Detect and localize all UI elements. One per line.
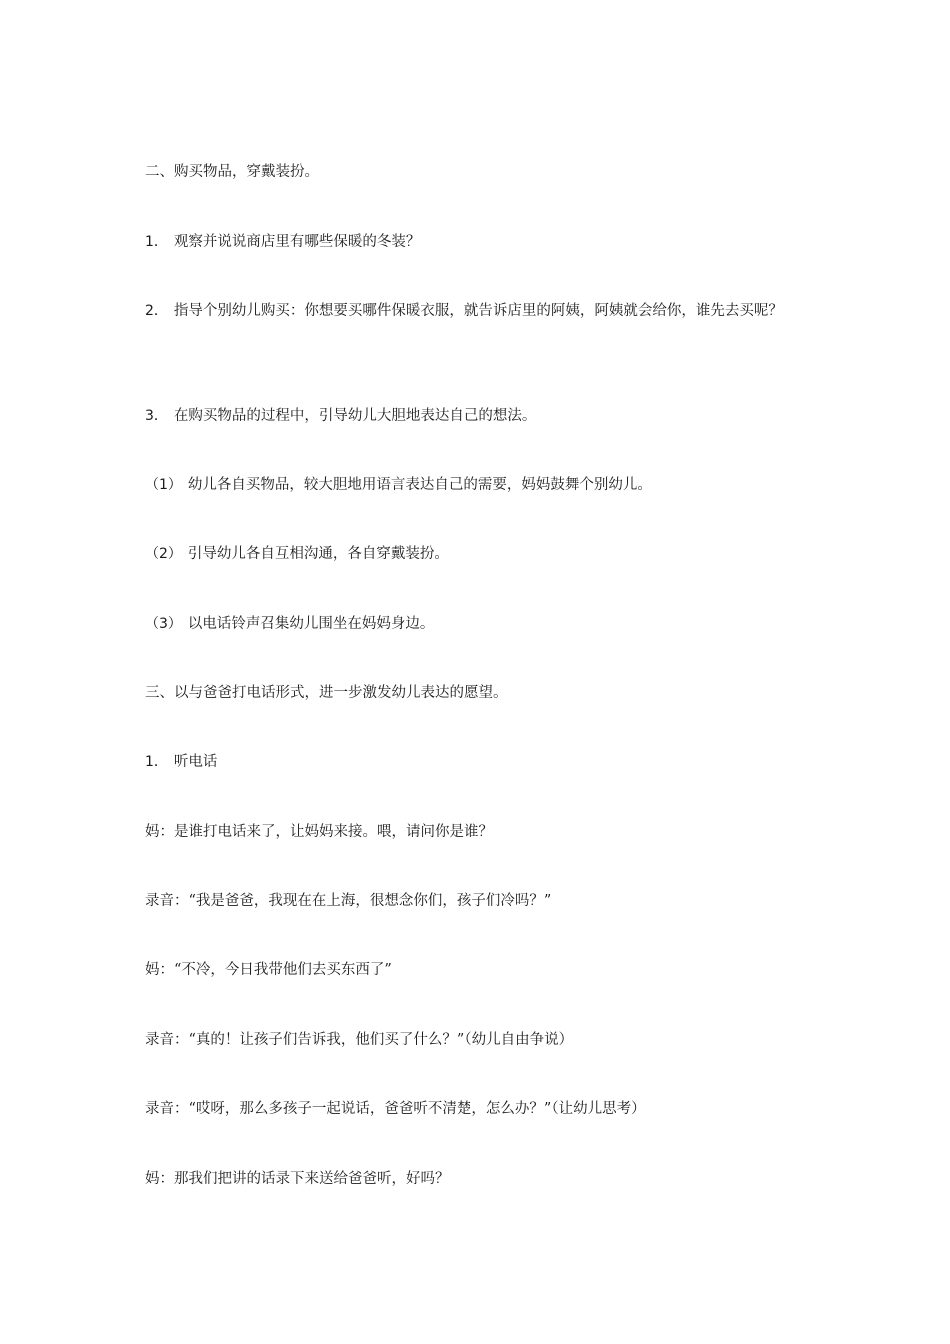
paragraph-text: 听电话 (173, 754, 218, 770)
dialog-line-6 (145, 1162, 810, 1196)
paragraph-text: 妈：那我们把讲的话录下来送给爸爸听，好吗？ (145, 1171, 450, 1187)
list-number: （2） (145, 546, 182, 562)
list-item-1b (145, 745, 810, 779)
list-number: 1． (145, 234, 168, 250)
list-number: （1） (145, 477, 182, 493)
paragraph-text: 三、以与爸爸打电话形式，进一步激发幼儿表达的愿望。 (145, 685, 508, 701)
dialog-line-2 (145, 884, 810, 918)
list-number: 1． (145, 754, 168, 770)
paragraph-text: 以电话铃声召集幼儿围坐在妈妈身边。 (187, 616, 435, 632)
list-number: 2． (145, 303, 168, 319)
section-3-heading (145, 676, 810, 710)
paragraph-text: 幼儿各自买物品，较大胆地用语言表达自己的需要，妈妈鼓舞个别幼儿。 (187, 477, 652, 493)
list-item-3 (145, 399, 810, 433)
paragraph-text: 录音：“我是爸爸，我现在在上海，很想念你们，孩子们冷吗？” (145, 893, 552, 909)
sub-item-3 (145, 607, 810, 641)
paragraph-text: 妈：“不冷，今日我带他们去买东西了” (145, 962, 392, 978)
list-number: 3． (145, 408, 168, 424)
paragraph-text: 妈：是谁打电话来了，让妈妈来接。喂，请问你是谁？ (145, 824, 493, 840)
dialog-line-3 (145, 953, 810, 987)
dialog-line-5 (145, 1092, 810, 1126)
sub-item-1 (145, 468, 810, 502)
paragraph-text: 引导幼儿各自互相沟通，各自穿戴装扮。 (187, 546, 449, 562)
list-number: （3） (145, 616, 182, 632)
paragraph-text: 在购买物品的过程中，引导幼儿大胆地表达自己的想法。 (173, 408, 537, 424)
dialog-line-1 (145, 815, 810, 849)
list-item-2 (145, 294, 810, 328)
paragraph-text: 录音：“哎呀，那么多孩子一起说话，爸爸听不清楚，怎么办？”（让幼儿思考） (145, 1101, 646, 1117)
sub-item-2 (145, 537, 810, 571)
section-2-heading (145, 155, 810, 189)
paragraph-text: 观察并说说商店里有哪些保暖的冬装？ (173, 234, 421, 250)
paragraph-text: 二、购买物品，穿戴装扮。 (145, 164, 319, 180)
list-item-1 (145, 225, 810, 259)
paragraph-text: 录音：“真的！让孩子们告诉我，他们买了什么？”（幼儿自由争说） (145, 1032, 574, 1048)
paragraph-text: 指导个别幼儿购买：你想要买哪件保暖衣服，就告诉店里的阿姨，阿姨就会给你，谁先去买呢？ (173, 303, 783, 319)
dialog-line-4 (145, 1023, 810, 1057)
